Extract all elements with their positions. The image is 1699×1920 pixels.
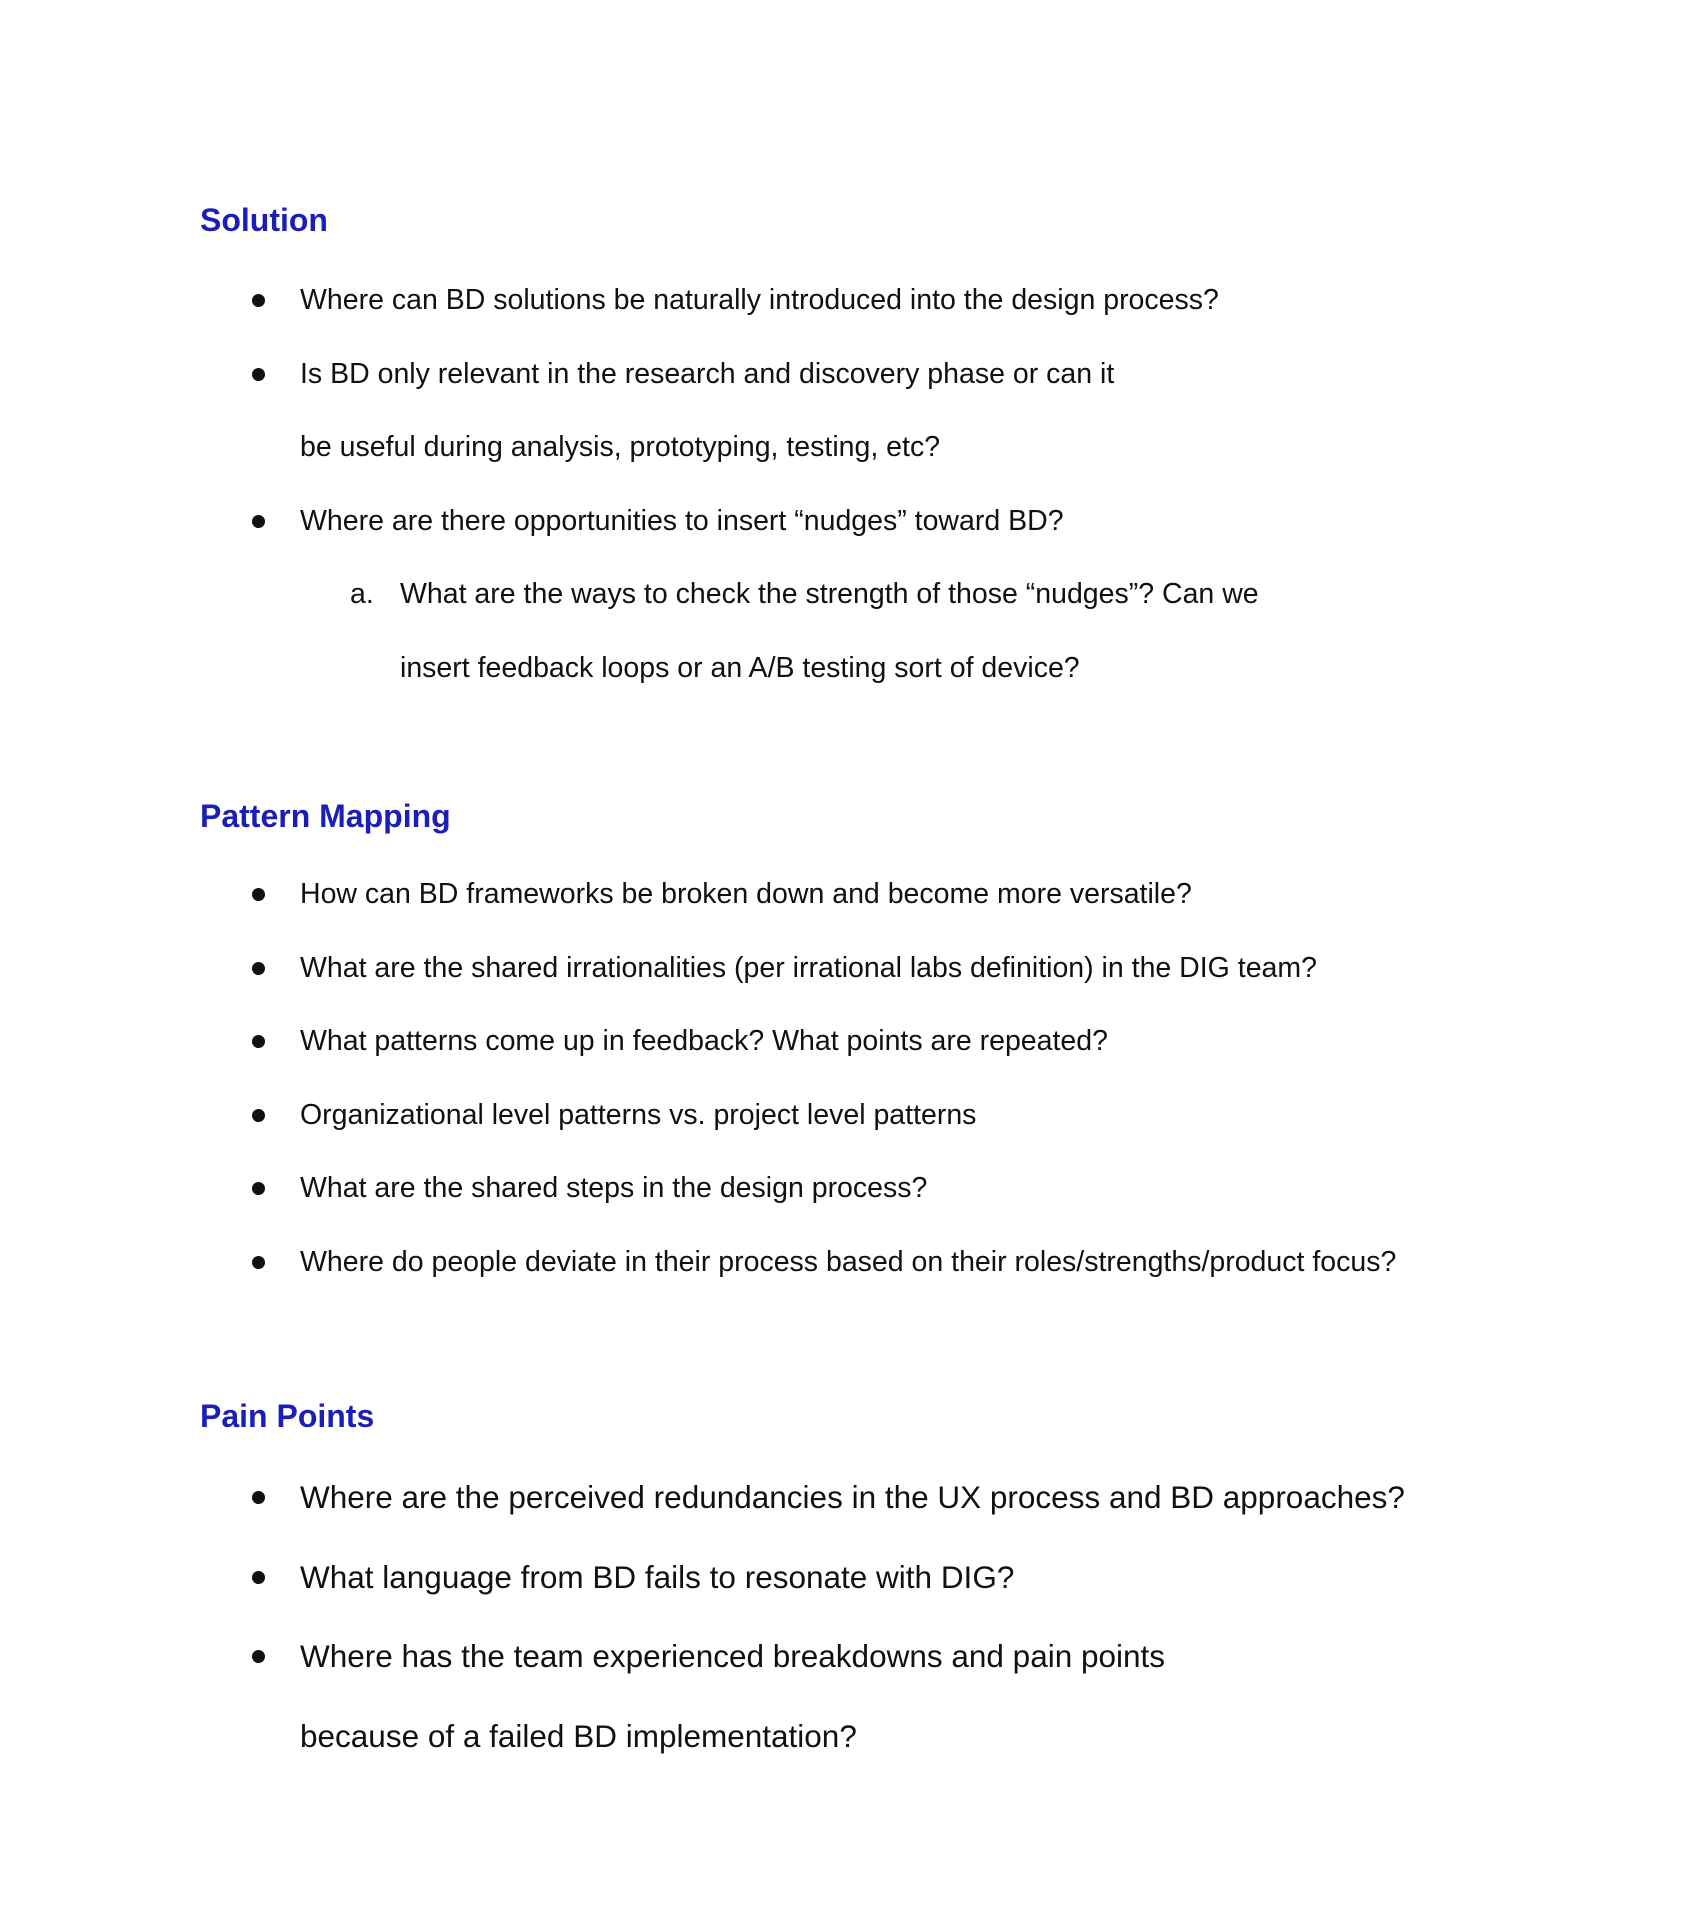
list-item — [200, 1152, 1540, 1226]
bullet-icon — [252, 962, 265, 975]
list-item-text: Where do people deviate in their process based on their roles/strengths/product focus? — [300, 1245, 1397, 1278]
list-item-text: Where has the team experienced breakdowns and pain points because of a failed BD implementation? — [300, 1638, 1166, 1754]
list-item — [200, 1079, 1540, 1153]
section-heading: Pattern Mapping — [200, 798, 451, 834]
bullet-icon — [252, 888, 265, 901]
bullet-list — [200, 858, 1540, 1299]
section-pattern-mapping — [200, 796, 1540, 1299]
bullet-list — [200, 264, 1540, 705]
bullet-icon — [252, 1650, 265, 1663]
list-item-text: Where can BD solutions be naturally introduced into the design process? — [300, 284, 1219, 316]
list-item-text: Where are there opportunities to insert “nudges” toward BD? — [300, 504, 1064, 537]
bullet-icon — [252, 294, 265, 307]
section-heading: Pain Points — [200, 1398, 375, 1434]
bullet-icon — [252, 1182, 265, 1195]
list-item — [200, 858, 1540, 932]
section-solution — [200, 200, 1540, 705]
list-item — [200, 1005, 1540, 1079]
list-item — [200, 932, 1540, 1006]
list-item-text: What language from BD fails to resonate with DIG? — [300, 1558, 1015, 1595]
list-item — [200, 1538, 1540, 1618]
section-heading: Solution — [200, 202, 328, 238]
list-item — [200, 338, 1540, 485]
bullet-list — [200, 1458, 1540, 1776]
list-item — [200, 1617, 1540, 1776]
bullet-icon — [252, 1035, 265, 1048]
bullet-icon — [252, 1256, 265, 1269]
list-item — [200, 485, 1540, 559]
list-item-text: How can BD frameworks be broken down and become more versatile? — [300, 878, 1192, 910]
section-pain-points — [200, 1396, 1540, 1776]
list-item-text: What are the shared irrationalities (per irrational labs definition) in the DIG team? — [300, 951, 1317, 984]
list-item-text: Where are the perceived redundancies in the UX process and BD approaches? — [300, 1479, 1405, 1515]
bullet-icon — [252, 515, 265, 528]
list-item-text: Is BD only relevant in the research and discovery phase or can it be useful during analysis, prototyping, testing, etc? — [300, 357, 1115, 463]
bullet-icon — [252, 1109, 265, 1122]
bullet-icon — [252, 1571, 265, 1584]
sub-list-item — [200, 558, 1540, 705]
list-item — [200, 1226, 1540, 1300]
list-item — [200, 264, 1540, 338]
list-item — [200, 1458, 1540, 1538]
list-item-text: Organizational level patterns vs. project level patterns — [300, 1098, 977, 1131]
bullet-icon — [252, 368, 265, 381]
bullet-icon — [252, 1491, 265, 1504]
sub-list-marker: a. — [350, 578, 374, 610]
sub-list-item-text: What are the ways to check the strength of those “nudges”? Can we insert feedback loops or an A/B testing sort of device? — [400, 578, 1259, 684]
list-item-text: What are the shared steps in the design process? — [300, 1172, 928, 1204]
list-item-text: What patterns come up in feedback? What points are repeated? — [300, 1025, 1108, 1057]
